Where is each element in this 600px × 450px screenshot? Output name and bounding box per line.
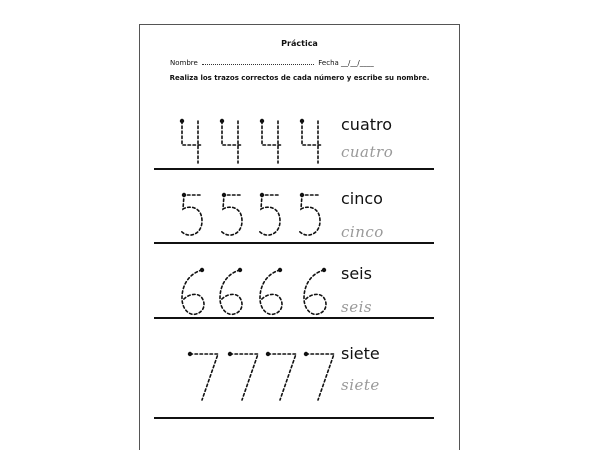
worksheet-page xyxy=(139,24,460,450)
word-cuatro: cuatro xyxy=(341,115,393,134)
tracing-word-cinco: cinco xyxy=(341,223,384,241)
instruction-text: Realiza los trazos correctos de cada número y escribe su nombre. xyxy=(169,74,430,82)
date-blank[interactable]: __/__/____ xyxy=(341,59,374,67)
tracing-row-four xyxy=(140,115,459,190)
student-info-line xyxy=(170,58,374,67)
writing-line xyxy=(154,168,434,170)
tracing-word-siete: siete xyxy=(341,376,380,394)
tracing-word-cuatro: cuatro xyxy=(341,143,394,161)
name-label: Nombre xyxy=(170,59,198,67)
word-cinco: cinco xyxy=(341,189,383,208)
digit-seven-tracing xyxy=(140,348,340,423)
tracing-row-five xyxy=(140,189,459,264)
word-siete: siete xyxy=(341,344,380,363)
writing-line xyxy=(154,317,434,319)
worksheet-title: Práctica xyxy=(281,39,318,48)
date-label: Fecha xyxy=(318,59,339,67)
writing-line xyxy=(154,242,434,244)
digit-four-tracing xyxy=(140,115,340,190)
digit-six-tracing xyxy=(140,264,340,339)
tracing-row-six xyxy=(140,264,459,339)
tracing-row-seven xyxy=(140,344,459,423)
digit-five-tracing xyxy=(140,189,340,264)
tracing-word-seis: seis xyxy=(341,298,373,316)
writing-line xyxy=(154,417,434,419)
name-blank[interactable] xyxy=(202,58,314,65)
word-seis: seis xyxy=(341,264,372,283)
